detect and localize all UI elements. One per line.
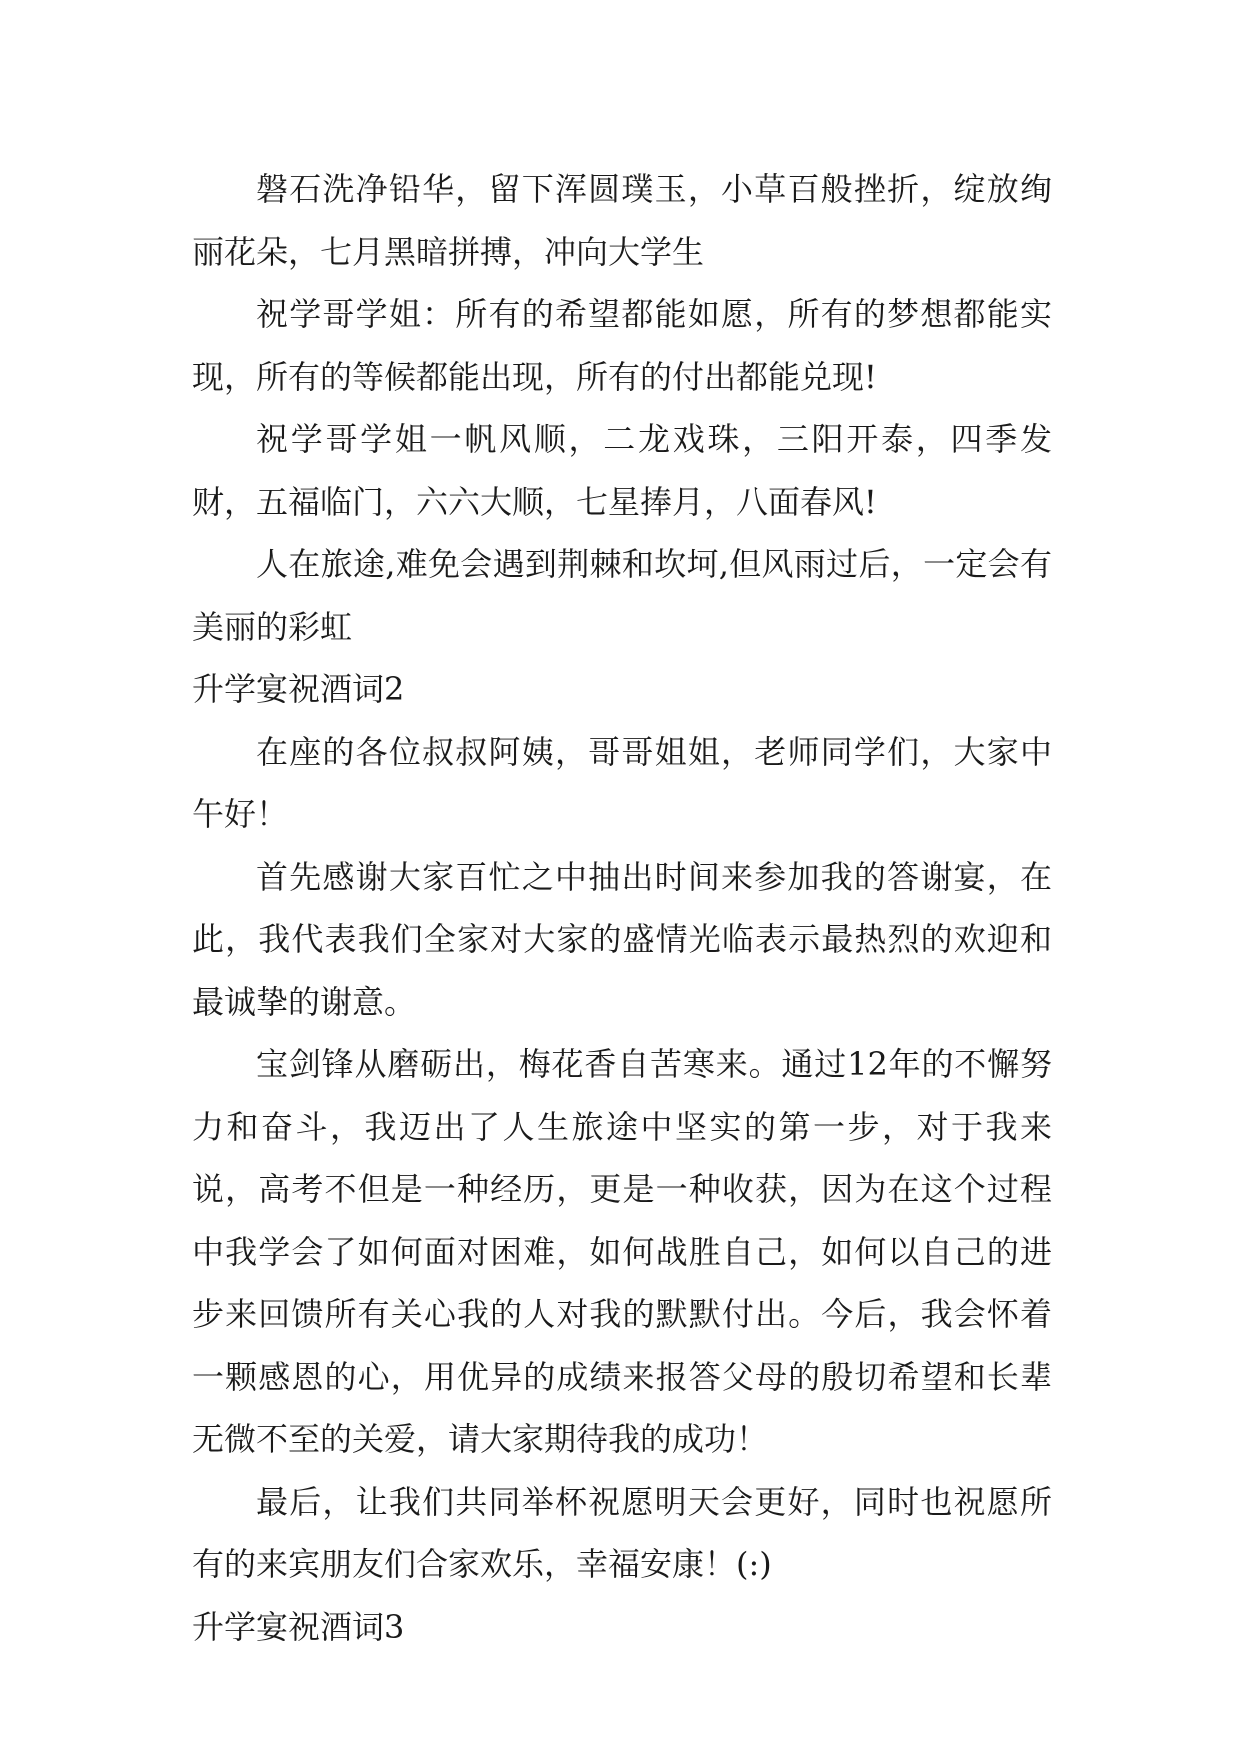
paragraph: 祝学哥学姐：所有的希望都能如愿，所有的梦想都能实现，所有的等候都能出现，所有的付出都能兑现! [192, 295, 1052, 396]
paragraph: 磐石洗净铅华，留下浑圆璞玉，小草百般挫折，绽放绚丽花朵，七月黑暗拼搏，冲向大学生 [192, 170, 1052, 271]
paragraph: 首先感谢大家百忙之中抽出时间来参加我的答谢宴，在此，我代表我们全家对大家的盛情光临表示最热烈的欢迎和最诚挚的谢意。 [192, 857, 1052, 1021]
paragraph: 最后，让我们共同举杯祝愿明天会更好，同时也祝愿所有的来宾朋友们合家欢乐，幸福安康！(:) [192, 1482, 1052, 1583]
document-body [192, 158, 1052, 1658]
section-heading: 升学宴祝酒词2 [192, 670, 405, 708]
paragraph: 祝学哥学姐一帆风顺，二龙戏珠，三阳开泰，四季发财，五福临门，六六大顺，七星捧月，八面春风! [192, 420, 1052, 521]
paragraph: 在座的各位叔叔阿姨，哥哥姐姐，老师同学们，大家中午好！ [192, 732, 1052, 833]
paragraph: 宝剑锋从磨砺出，梅花香自苦寒来。通过12年的不懈努力和奋斗，我迈出了人生旅途中坚实的第一步，对于我来说，高考不但是一种经历，更是一种收获，因为在这个过程中我学会了如何面对困难，如何战胜自己，如何以自己的进步来回馈所有关心我的人对我的默默付出。今后，我会怀着一颗感恩的心，用优异的成绩来报答父母的殷切希望和长辈无微不至的关爱，请大家期待我的成功！ [192, 1045, 1052, 1458]
paragraph: 人在旅途,难免会遇到荆棘和坎坷,但风雨过后，一定会有美丽的彩虹 [192, 545, 1052, 646]
section-heading: 升学宴祝酒词3 [192, 1607, 405, 1646]
